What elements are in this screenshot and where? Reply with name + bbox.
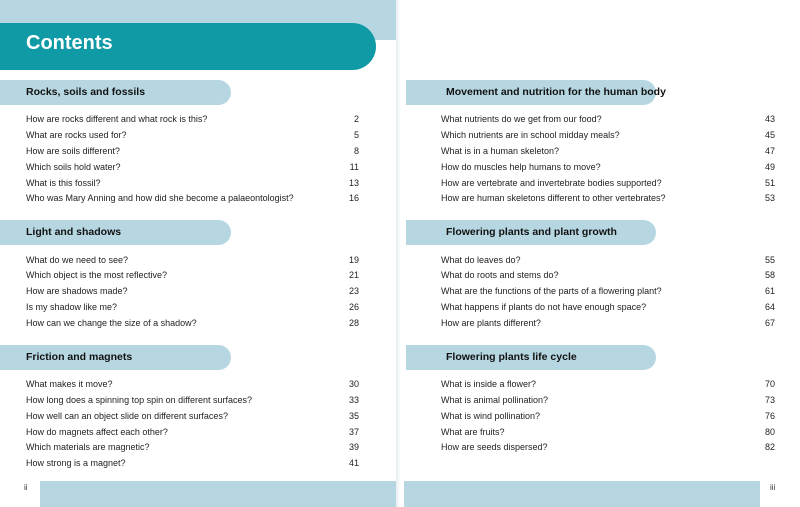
section-heading-life-cycle: [406, 345, 656, 370]
toc-page-number: 51: [764, 178, 775, 188]
toc-question: What is animal pollination?: [441, 395, 549, 405]
toc-question: What do roots and stems do?: [441, 270, 559, 280]
toc-page-number: 53: [764, 193, 775, 203]
toc-entry[interactable]: [26, 162, 359, 176]
toc-entry[interactable]: [441, 162, 775, 176]
toc-entry[interactable]: [26, 318, 359, 332]
toc-page-number: 45: [764, 130, 775, 140]
section-heading-label: Flowering plants life cycle: [446, 351, 577, 363]
toc-entry[interactable]: [441, 146, 775, 160]
toc-page-number: 70: [764, 379, 775, 389]
toc-question: How do muscles help humans to move?: [441, 162, 601, 172]
toc-page-number: 28: [348, 318, 359, 328]
toc-question: Is my shadow like me?: [26, 302, 118, 312]
toc-entry[interactable]: [26, 114, 359, 128]
toc-entry[interactable]: [26, 130, 359, 144]
toc-question: Which soils hold water?: [26, 162, 121, 172]
toc-page-number: 64: [764, 302, 775, 312]
section-heading-label: Movement and nutrition for the human body: [446, 86, 666, 98]
toc-question: What do we need to see?: [26, 255, 129, 265]
toc-question: How are rocks different and what rock is this?: [26, 114, 208, 124]
toc-page-number: 43: [764, 114, 775, 124]
toc-question: Who was Mary Anning and how did she become a palaeontologist?: [26, 193, 294, 203]
toc-page-number: 13: [348, 178, 359, 188]
title-banner: [0, 23, 376, 70]
toc-entry[interactable]: [441, 379, 775, 393]
toc-entry[interactable]: [441, 442, 775, 456]
toc-question: What happens if plants do not have enough space?: [441, 302, 647, 312]
toc-page-number: 2: [353, 114, 359, 124]
toc-entry[interactable]: [441, 427, 775, 441]
section-heading-movement: [406, 80, 666, 105]
section-heading-rocks: [0, 80, 231, 105]
toc-entry[interactable]: [26, 427, 359, 441]
section-heading-label: Friction and magnets: [26, 351, 133, 363]
toc-entry[interactable]: [441, 114, 775, 128]
toc-question: How are soils different?: [26, 146, 120, 156]
section-heading-label: Light and shadows: [26, 226, 122, 238]
toc-entry[interactable]: [441, 193, 775, 207]
toc-page-number: 80: [764, 427, 775, 437]
toc-page-number: 11: [349, 162, 359, 172]
toc-question: How do magnets affect each other?: [26, 427, 168, 437]
right-page: [400, 0, 800, 507]
toc-question: Which materials are magnetic?: [26, 442, 150, 452]
toc-question: What is wind pollination?: [441, 411, 541, 421]
toc-question: How strong is a magnet?: [26, 458, 126, 468]
toc-page-number: 26: [348, 302, 359, 312]
footer-band: [40, 481, 396, 507]
toc-entry[interactable]: [441, 255, 775, 269]
toc-page-number: 37: [348, 427, 359, 437]
toc-question: How are shadows made?: [26, 286, 128, 296]
toc-page-number: 23: [348, 286, 359, 296]
toc-entry[interactable]: [26, 442, 359, 456]
toc-page-number: 61: [764, 286, 775, 296]
toc-question: How are plants different?: [441, 318, 541, 328]
toc-page-number: 58: [764, 270, 775, 280]
toc-entry[interactable]: [26, 193, 359, 207]
toc-question: What nutrients do we get from our food?: [441, 114, 602, 124]
toc-question: What are fruits?: [441, 427, 505, 437]
toc-page-number: 8: [353, 146, 359, 156]
toc-question: How are human skeletons different to other vertebrates?: [441, 193, 666, 203]
toc-question: What are the functions of the parts of a flowering plant?: [441, 286, 662, 296]
section-heading-light: [0, 220, 231, 245]
page-number: iii: [770, 483, 776, 492]
footer-band: [404, 481, 760, 507]
toc-page-number: 76: [764, 411, 775, 421]
toc-entry[interactable]: [26, 458, 359, 472]
page-number: ii: [24, 483, 28, 492]
toc-page-number: 21: [348, 270, 359, 280]
toc-entry[interactable]: [26, 178, 359, 192]
toc-entry[interactable]: [26, 146, 359, 160]
toc-page-number: 16: [348, 193, 359, 203]
section-heading-plant-growth: [406, 220, 656, 245]
toc-question: Which object is the most reflective?: [26, 270, 168, 280]
toc-question: How long does a spinning top spin on different surfaces?: [26, 395, 252, 405]
toc-question: Which nutrients are in school midday meals?: [441, 130, 620, 140]
toc-question: What is in a human skeleton?: [441, 146, 560, 156]
toc-question: How are seeds dispersed?: [441, 442, 548, 452]
toc-entry[interactable]: [26, 379, 359, 393]
toc-entry[interactable]: [26, 255, 359, 269]
section-heading-label: Flowering plants and plant growth: [446, 226, 617, 238]
toc-entry[interactable]: [26, 270, 359, 284]
toc-question: What do leaves do?: [441, 255, 521, 265]
toc-page-number: 19: [348, 255, 359, 265]
toc-page-number: 73: [764, 395, 775, 405]
toc-entry[interactable]: [441, 178, 775, 192]
toc-entry[interactable]: [441, 395, 775, 409]
toc-question: How can we change the size of a shadow?: [26, 318, 197, 328]
toc-page-number: 30: [348, 379, 359, 389]
section-heading-friction: [0, 345, 231, 370]
toc-page-number: 49: [764, 162, 775, 172]
toc-page-number: 55: [764, 255, 775, 265]
toc-entry[interactable]: [441, 411, 775, 425]
toc-page-number: 35: [348, 411, 359, 421]
toc-entry[interactable]: [441, 130, 775, 144]
toc-page-number: 41: [348, 458, 359, 468]
toc-page-number: 39: [348, 442, 359, 452]
toc-page-number: 82: [764, 442, 775, 452]
toc-entry[interactable]: [26, 302, 359, 316]
toc-entry[interactable]: [26, 411, 359, 425]
toc-entry[interactable]: [441, 270, 775, 284]
toc-question: What is inside a flower?: [441, 379, 537, 389]
section-heading-label: Rocks, soils and fossils: [26, 86, 146, 98]
toc-question: What are rocks used for?: [26, 130, 127, 140]
toc-entry[interactable]: [441, 286, 775, 300]
toc-question: What is this fossil?: [26, 178, 101, 188]
toc-entry[interactable]: [441, 302, 775, 316]
toc-question: What makes it move?: [26, 379, 113, 389]
toc-page-number: 67: [764, 318, 775, 328]
toc-page-number: 33: [348, 395, 359, 405]
toc-question: How are vertebrate and invertebrate bodies supported?: [441, 178, 662, 188]
toc-entry[interactable]: [26, 286, 359, 300]
page-title: Contents: [26, 32, 113, 54]
toc-question: How well can an object slide on different surfaces?: [26, 411, 228, 421]
toc-entry[interactable]: [26, 395, 359, 409]
toc-page-number: 47: [764, 146, 775, 156]
toc-entry[interactable]: [441, 318, 775, 332]
toc-page-number: 5: [353, 130, 359, 140]
